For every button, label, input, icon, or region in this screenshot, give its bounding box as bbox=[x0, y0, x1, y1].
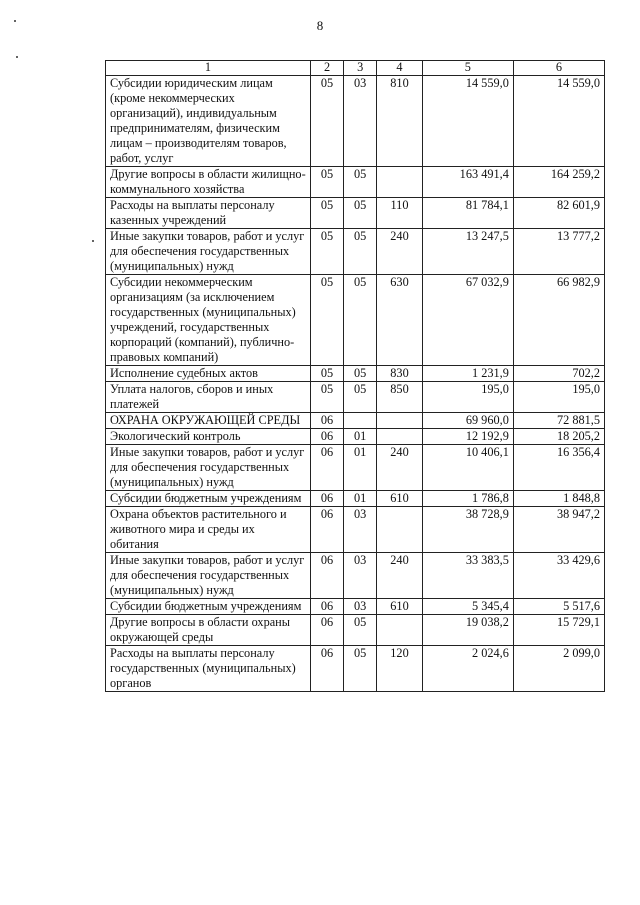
section-code-cell: 05 bbox=[310, 229, 343, 275]
amount-col5-cell: 2 024,6 bbox=[422, 646, 513, 692]
subsection-code-cell: 01 bbox=[344, 491, 377, 507]
expense-type-cell bbox=[377, 413, 423, 429]
table-row bbox=[106, 366, 605, 382]
amount-col6-cell: 702,2 bbox=[513, 366, 604, 382]
row-name-cell: Субсидии бюджетным учреждениям bbox=[106, 491, 311, 507]
amount-col6-cell: 13 777,2 bbox=[513, 229, 604, 275]
row-name-cell: Иные закупки товаров, работ и услуг для обеспечения государственных (муниципальных) нужд bbox=[106, 445, 311, 491]
subsection-code-cell: 03 bbox=[344, 599, 377, 615]
amount-col6-cell: 72 881,5 bbox=[513, 413, 604, 429]
table-row bbox=[106, 445, 605, 491]
table-row bbox=[106, 229, 605, 275]
table-row bbox=[106, 275, 605, 366]
page-number: 8 bbox=[316, 18, 324, 33]
amount-col6-cell: 1 848,8 bbox=[513, 491, 604, 507]
budget-table bbox=[105, 60, 605, 692]
row-name-cell: Субсидии некоммерческим организациям (за исключением государственных (муниципальных) учреждений, государственных корпораций (компаний), публично-правовых компаний) bbox=[106, 275, 311, 366]
table-row bbox=[106, 553, 605, 599]
section-code-cell: 06 bbox=[310, 445, 343, 491]
expense-type-cell: 610 bbox=[377, 599, 423, 615]
expense-type-cell bbox=[377, 507, 423, 553]
expense-type-cell bbox=[377, 429, 423, 445]
subsection-code-cell: 05 bbox=[344, 382, 377, 413]
table-row bbox=[106, 167, 605, 198]
subsection-code-cell: 03 bbox=[344, 76, 377, 167]
column-header: 3 bbox=[344, 61, 377, 76]
expense-type-cell: 830 bbox=[377, 366, 423, 382]
expense-type-cell: 630 bbox=[377, 275, 423, 366]
table-row bbox=[106, 429, 605, 445]
table-row bbox=[106, 615, 605, 646]
subsection-code-cell: 05 bbox=[344, 229, 377, 275]
amount-col6-cell: 16 356,4 bbox=[513, 445, 604, 491]
row-name-cell: Другие вопросы в области охраны окружающей среды bbox=[106, 615, 311, 646]
expense-type-cell: 120 bbox=[377, 646, 423, 692]
subsection-code-cell: 05 bbox=[344, 198, 377, 229]
section-code-cell: 06 bbox=[310, 429, 343, 445]
column-header: 2 bbox=[310, 61, 343, 76]
margin-mark bbox=[14, 20, 16, 22]
amount-col5-cell: 5 345,4 bbox=[422, 599, 513, 615]
section-code-cell: 06 bbox=[310, 491, 343, 507]
amount-col5-cell: 81 784,1 bbox=[422, 198, 513, 229]
amount-col5-cell: 1 786,8 bbox=[422, 491, 513, 507]
section-code-cell: 06 bbox=[310, 413, 343, 429]
row-name-cell: Расходы на выплаты персоналу казенных учреждений bbox=[106, 198, 311, 229]
table-row bbox=[106, 76, 605, 167]
expense-type-cell: 240 bbox=[377, 229, 423, 275]
subsection-code-cell: 05 bbox=[344, 615, 377, 646]
section-code-cell: 06 bbox=[310, 507, 343, 553]
row-name-cell: Субсидии бюджетным учреждениям bbox=[106, 599, 311, 615]
expense-type-cell: 850 bbox=[377, 382, 423, 413]
row-name-cell: Экологический контроль bbox=[106, 429, 311, 445]
expense-type-cell: 610 bbox=[377, 491, 423, 507]
amount-col5-cell: 13 247,5 bbox=[422, 229, 513, 275]
amount-col5-cell: 163 491,4 bbox=[422, 167, 513, 198]
subsection-code-cell: 05 bbox=[344, 366, 377, 382]
section-code-cell: 05 bbox=[310, 275, 343, 366]
table-row bbox=[106, 507, 605, 553]
amount-col6-cell: 82 601,9 bbox=[513, 198, 604, 229]
section-code-cell: 06 bbox=[310, 646, 343, 692]
amount-col6-cell: 14 559,0 bbox=[513, 76, 604, 167]
section-code-cell: 05 bbox=[310, 167, 343, 198]
column-header: 6 bbox=[513, 61, 604, 76]
amount-col6-cell: 33 429,6 bbox=[513, 553, 604, 599]
amount-col5-cell: 69 960,0 bbox=[422, 413, 513, 429]
amount-col5-cell: 38 728,9 bbox=[422, 507, 513, 553]
amount-col6-cell: 5 517,6 bbox=[513, 599, 604, 615]
subsection-code-cell: 01 bbox=[344, 429, 377, 445]
amount-col6-cell: 195,0 bbox=[513, 382, 604, 413]
subsection-code-cell: 05 bbox=[344, 167, 377, 198]
row-name-cell: Исполнение судебных актов bbox=[106, 366, 311, 382]
subsection-code-cell: 03 bbox=[344, 507, 377, 553]
amount-col5-cell: 1 231,9 bbox=[422, 366, 513, 382]
row-name-cell: Уплата налогов, сборов и иных платежей bbox=[106, 382, 311, 413]
expense-type-cell: 240 bbox=[377, 445, 423, 491]
table-row bbox=[106, 491, 605, 507]
column-header: 4 bbox=[377, 61, 423, 76]
subsection-code-cell: 05 bbox=[344, 275, 377, 366]
row-name-cell: Субсидии юридическим лицам (кроме некоммерческих организаций), индивидуальным предпринимателям, физическим лицам – производителям товаров, работ, услуг bbox=[106, 76, 311, 167]
table-header-row bbox=[106, 61, 605, 76]
expense-type-cell: 240 bbox=[377, 553, 423, 599]
subsection-code-cell: 05 bbox=[344, 646, 377, 692]
amount-col6-cell: 18 205,2 bbox=[513, 429, 604, 445]
section-code-cell: 06 bbox=[310, 553, 343, 599]
row-name-cell: ОХРАНА ОКРУЖАЮЩЕЙ СРЕДЫ bbox=[106, 413, 311, 429]
subsection-code-cell: 01 bbox=[344, 445, 377, 491]
margin-mark bbox=[16, 56, 18, 58]
amount-col5-cell: 14 559,0 bbox=[422, 76, 513, 167]
expense-type-cell bbox=[377, 615, 423, 646]
row-name-cell: Иные закупки товаров, работ и услуг для обеспечения государственных (муниципальных) нужд bbox=[106, 229, 311, 275]
section-code-cell: 05 bbox=[310, 198, 343, 229]
amount-col6-cell: 38 947,2 bbox=[513, 507, 604, 553]
amount-col6-cell: 15 729,1 bbox=[513, 615, 604, 646]
amount-col5-cell: 10 406,1 bbox=[422, 445, 513, 491]
subsection-code-cell: 03 bbox=[344, 553, 377, 599]
expense-type-cell: 110 bbox=[377, 198, 423, 229]
section-code-cell: 06 bbox=[310, 615, 343, 646]
expense-type-cell bbox=[377, 167, 423, 198]
amount-col6-cell: 66 982,9 bbox=[513, 275, 604, 366]
section-code-cell: 05 bbox=[310, 76, 343, 167]
amount-col5-cell: 19 038,2 bbox=[422, 615, 513, 646]
margin-mark bbox=[92, 240, 94, 242]
section-code-cell: 05 bbox=[310, 366, 343, 382]
section-code-cell: 05 bbox=[310, 382, 343, 413]
amount-col5-cell: 12 192,9 bbox=[422, 429, 513, 445]
amount-col5-cell: 33 383,5 bbox=[422, 553, 513, 599]
amount-col5-cell: 67 032,9 bbox=[422, 275, 513, 366]
table-row bbox=[106, 646, 605, 692]
amount-col5-cell: 195,0 bbox=[422, 382, 513, 413]
row-name-cell: Расходы на выплаты персоналу государственных (муниципальных) органов bbox=[106, 646, 311, 692]
row-name-cell: Другие вопросы в области жилищно-коммунального хозяйства bbox=[106, 167, 311, 198]
section-code-cell: 06 bbox=[310, 599, 343, 615]
table-row bbox=[106, 382, 605, 413]
table-row bbox=[106, 198, 605, 229]
subsection-code-cell bbox=[344, 413, 377, 429]
expense-type-cell: 810 bbox=[377, 76, 423, 167]
amount-col6-cell: 164 259,2 bbox=[513, 167, 604, 198]
table-row bbox=[106, 413, 605, 429]
column-header: 5 bbox=[422, 61, 513, 76]
amount-col6-cell: 2 099,0 bbox=[513, 646, 604, 692]
row-name-cell: Охрана объектов растительного и животного мира и среды их обитания bbox=[106, 507, 311, 553]
column-header: 1 bbox=[106, 61, 311, 76]
row-name-cell: Иные закупки товаров, работ и услуг для обеспечения государственных (муниципальных) нужд bbox=[106, 553, 311, 599]
table-row bbox=[106, 599, 605, 615]
